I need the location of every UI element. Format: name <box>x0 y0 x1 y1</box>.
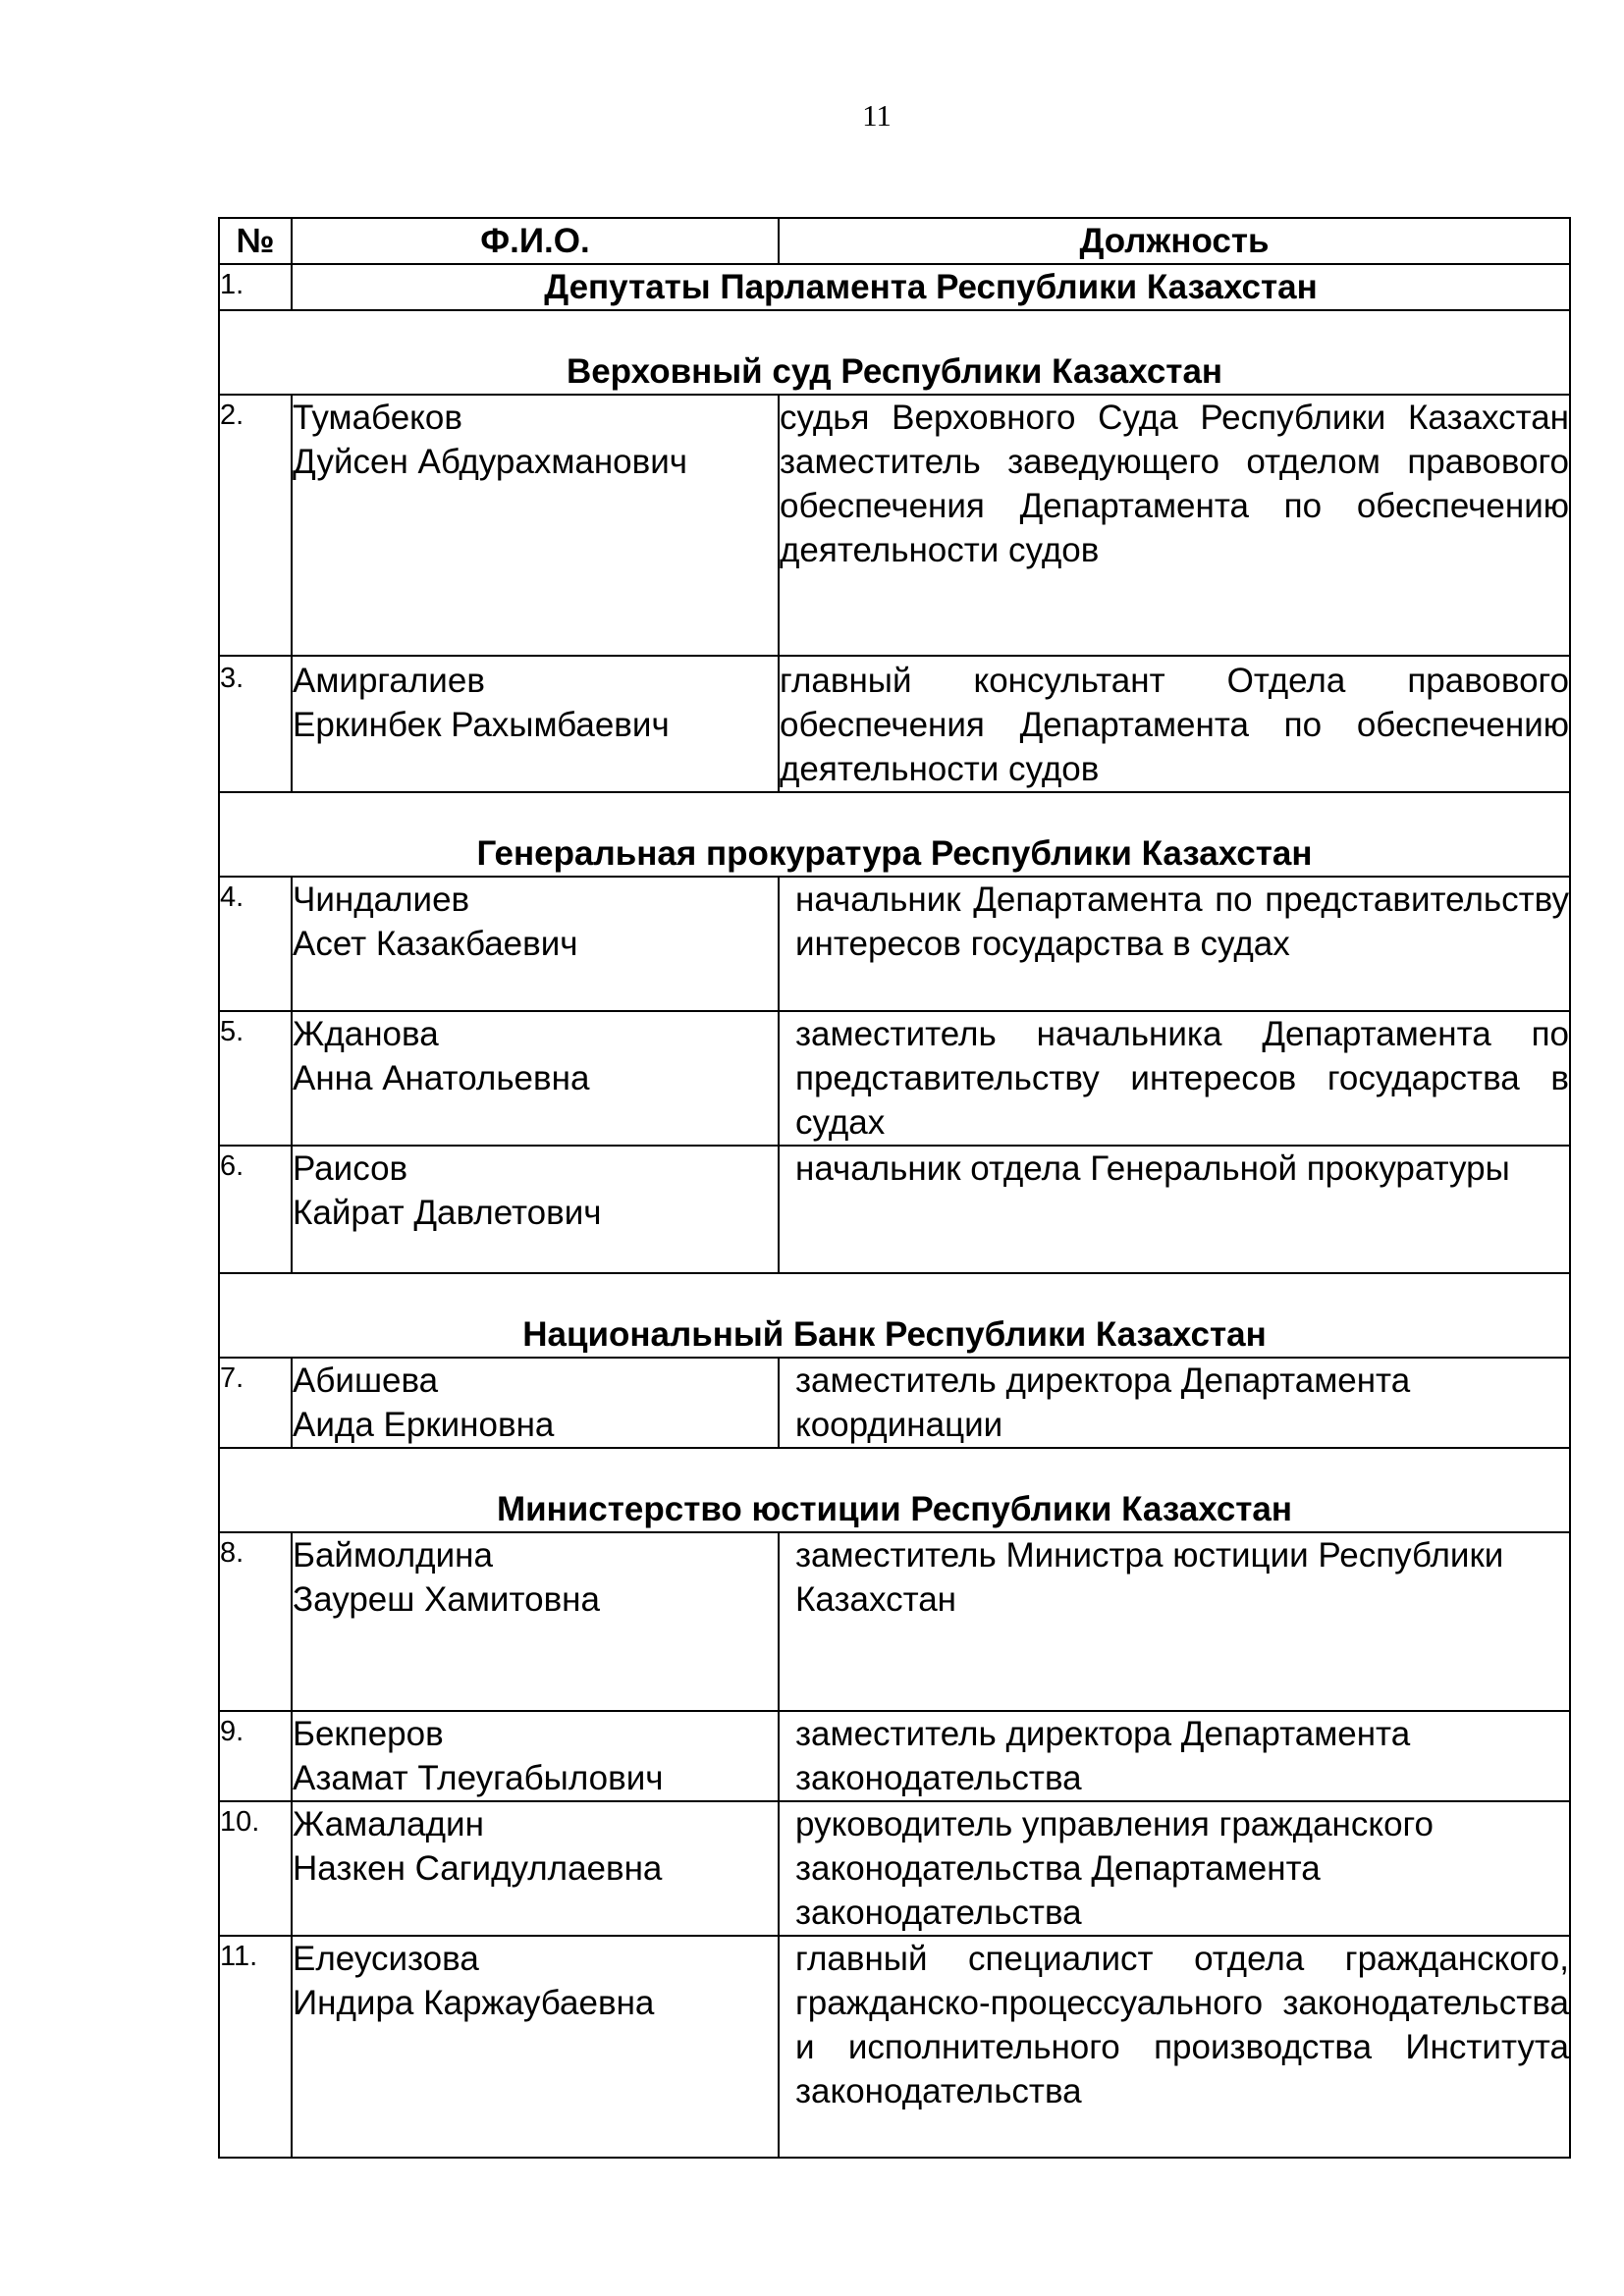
row-number: 11. <box>219 1936 292 2158</box>
section-title: Министерство юстиции Республики Казахстан <box>219 1448 1570 1532</box>
position-cell: заместитель директора Департамента координации <box>779 1358 1570 1448</box>
full-name-cell <box>292 1711 779 1801</box>
full-name-cell <box>292 1532 779 1711</box>
position-cell: начальник Департамента по представительству интересов государства в судах <box>779 877 1570 1011</box>
section-heading-row <box>219 1448 1570 1532</box>
table-row <box>219 877 1570 1011</box>
table-row <box>219 1711 1570 1801</box>
given-names: Индира Каржаубаевна <box>293 1984 655 2022</box>
row-number: 7. <box>219 1358 292 1448</box>
row-number: 6. <box>219 1146 292 1273</box>
full-name-cell <box>292 1011 779 1146</box>
row-number: 10. <box>219 1801 292 1936</box>
surname: Жамаладин <box>293 1805 484 1843</box>
table-row <box>219 395 1570 656</box>
given-names: Дуйсен Абдурахманович <box>293 443 688 481</box>
position-cell: заместитель Министра юстиции Республики Казахстан <box>779 1532 1570 1711</box>
table-row <box>219 1936 1570 2158</box>
given-names: Аида Еркиновна <box>293 1406 555 1444</box>
surname: Абишева <box>293 1362 439 1400</box>
given-names: Назкен Сагидуллаевна <box>293 1849 663 1888</box>
section-heading-row <box>219 310 1570 395</box>
section-title: Верховный суд Республики Казахстан <box>219 310 1570 395</box>
position-cell: руководитель управления гражданского законодательства Департамента законодательства <box>779 1801 1570 1936</box>
table-row <box>219 1011 1570 1146</box>
page-number: 11 <box>862 98 892 133</box>
position-cell: главный специалист отдела гражданского, гражданско-процессуального законодательства и исполнительного производства Института законодательства <box>779 1936 1570 2158</box>
surname: Елеусизова <box>293 1940 479 1978</box>
position-cell: главный консультант Отдела правового обеспечения Департамента по обеспечению деятельности судов <box>779 656 1570 792</box>
full-name-cell <box>292 656 779 792</box>
table-row <box>219 1532 1570 1711</box>
position-cell: судья Верховного Суда Республики Казахстан заместитель заведующего отделом правового обеспечения Департамента по обеспечению деятельности судов <box>779 395 1570 656</box>
row-number: 3. <box>219 656 292 792</box>
given-names: Анна Анатольевна <box>293 1059 590 1097</box>
full-name-cell <box>292 1801 779 1936</box>
surname: Раисов <box>293 1149 408 1188</box>
header-position: Должность <box>779 218 1570 264</box>
row-number: 5. <box>219 1011 292 1146</box>
surname: Амиргалиев <box>293 662 485 700</box>
table-row <box>219 656 1570 792</box>
row-title: Депутаты Парламента Республики Казахстан <box>292 264 1570 310</box>
table-row <box>219 1358 1570 1448</box>
given-names: Зауреш Хамитовна <box>293 1580 600 1619</box>
position-cell: заместитель директора Департамента законодательства <box>779 1711 1570 1801</box>
full-name-cell <box>292 1146 779 1273</box>
row-number: 1. <box>219 264 292 310</box>
row-number: 9. <box>219 1711 292 1801</box>
surname: Жданова <box>293 1015 439 1053</box>
row-number: 8. <box>219 1532 292 1711</box>
position-cell: начальник отдела Генеральной прокуратуры <box>779 1146 1570 1273</box>
given-names: Еркинбек Рахымбаевич <box>293 706 670 744</box>
header-full-name: Ф.И.О. <box>292 218 779 264</box>
table-row <box>219 1146 1570 1273</box>
surname: Баймолдина <box>293 1536 493 1575</box>
participants-table <box>218 217 1571 2159</box>
section-heading-row <box>219 1273 1570 1358</box>
given-names: Асет Казакбаевич <box>293 925 578 963</box>
surname: Чиндалиев <box>293 881 470 919</box>
table-row <box>219 264 1570 310</box>
surname: Бекперов <box>293 1715 444 1753</box>
row-number: 4. <box>219 877 292 1011</box>
full-name-cell <box>292 395 779 656</box>
given-names: Кайрат Давлетович <box>293 1194 602 1232</box>
header-number: № <box>219 218 292 264</box>
given-names: Азамат Тлеугабылович <box>293 1759 664 1797</box>
position-cell: заместитель начальника Департамента по представительству интересов государства в судах <box>779 1011 1570 1146</box>
full-name-cell <box>292 877 779 1011</box>
full-name-cell <box>292 1358 779 1448</box>
surname: Тумабеков <box>293 399 462 437</box>
table-header-row <box>219 218 1570 264</box>
section-title: Национальный Банк Республики Казахстан <box>219 1273 1570 1358</box>
section-heading-row <box>219 792 1570 877</box>
section-title: Генеральная прокуратура Республики Казахстан <box>219 792 1570 877</box>
full-name-cell <box>292 1936 779 2158</box>
table-row <box>219 1801 1570 1936</box>
row-number: 2. <box>219 395 292 656</box>
